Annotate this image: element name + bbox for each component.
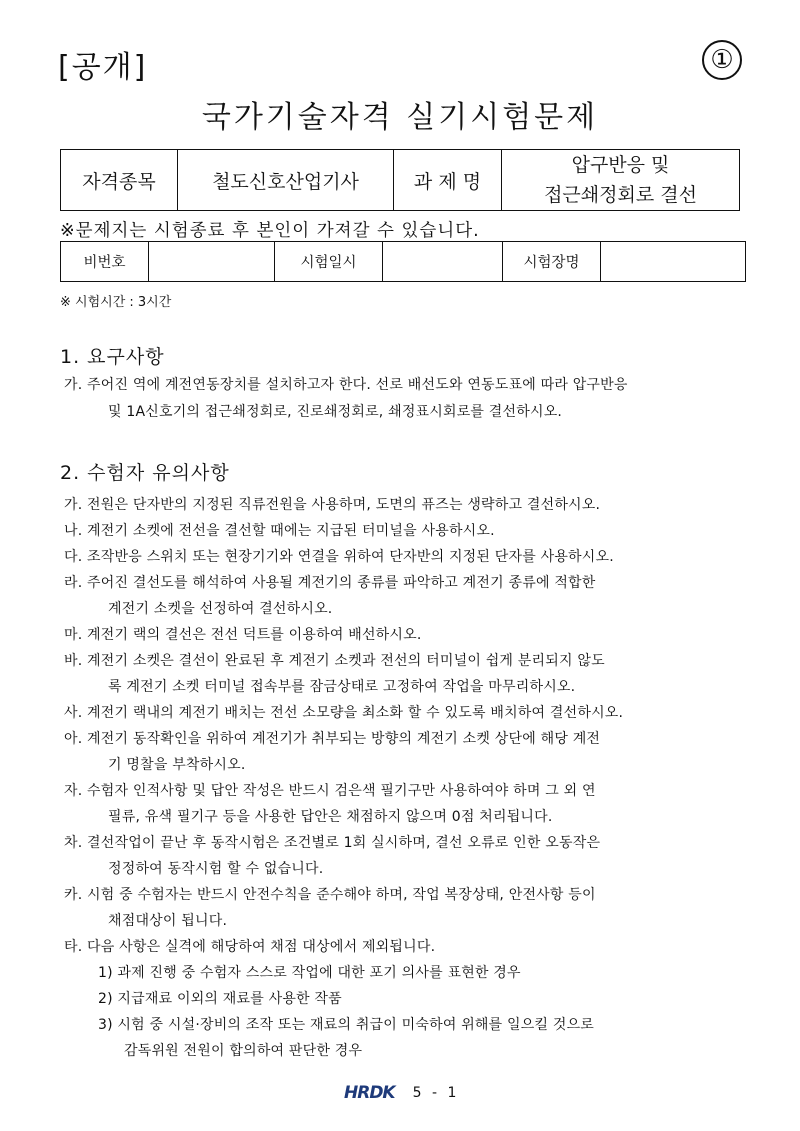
section2-heading: 2. 수험자 유의사항 bbox=[60, 462, 230, 484]
section2-line: 타. 다음 사항은 실격에 해당하여 채점 대상에서 제외됩니다. bbox=[64, 939, 436, 955]
section2-line: 가. 전원은 단자반의 지정된 직류전원을 사용하며, 도면의 퓨즈는 생략하고 결선하시오. bbox=[64, 497, 601, 513]
document-title: 국가기술자격 실기시험문제 bbox=[201, 100, 599, 135]
section2-line: 기 명찰을 부착하시오. bbox=[108, 757, 246, 773]
section2-line: 채점대상이 됩니다. bbox=[108, 913, 228, 929]
exam-place-label: 시험장명 bbox=[503, 242, 601, 282]
section2-line: 마. 계전기 랙의 결선은 전선 덕트를 이용하여 배선하시오. bbox=[64, 627, 422, 643]
exam-place-field[interactable] bbox=[601, 242, 746, 282]
task-value-line2: 접근쇄정회로 결선 bbox=[544, 184, 697, 206]
section1-line: 가. 주어진 역에 계전연동장치를 설치하고자 한다. 선로 배선도와 연동도표에 따라 압구반응 bbox=[64, 377, 628, 393]
public-label: [공개] bbox=[58, 50, 148, 85]
page-number: 5 - 1 bbox=[412, 1085, 460, 1101]
page-footer bbox=[344, 1083, 459, 1103]
task-value-line1: 압구반응 및 bbox=[571, 154, 670, 176]
exam-info-table bbox=[60, 241, 746, 282]
category-label: 자격종목 bbox=[61, 150, 178, 211]
section2-subitem: 3) 시험 중 시설·장비의 조작 또는 재료의 취급이 미숙하여 위해를 일으킬 것으로 bbox=[98, 1017, 595, 1033]
page-number-circle: ① bbox=[702, 40, 742, 80]
category-value: 철도신호산업기사 bbox=[178, 150, 394, 211]
section2-subitem: 1) 과제 진행 중 수험자 스스로 작업에 대한 포기 의사를 표현한 경우 bbox=[98, 965, 521, 981]
section2-line: 필류, 유색 필기구 등을 사용한 답안은 채점하지 않으며 0점 처리됩니다. bbox=[108, 809, 553, 825]
section2-line: 자. 수험자 인적사항 및 답안 작성은 반드시 검은색 필기구만 사용하여야 하며 그 외 연 bbox=[64, 783, 596, 799]
section2-line: 차. 결선작업이 끝난 후 동작시험은 조건별로 1회 실시하며, 결선 오류로 인한 오동작은 bbox=[64, 835, 601, 851]
section1-heading: 1. 요구사항 bbox=[60, 346, 165, 368]
section2-line: 정정하여 동작시험 할 수 없습니다. bbox=[108, 861, 324, 877]
task-label: 과 제 명 bbox=[394, 150, 502, 211]
exam-id-field[interactable] bbox=[149, 242, 275, 282]
section2-line: 카. 시험 중 수험자는 반드시 안전수칙을 준수해야 하며, 작업 복장상태, 안전사항 등이 bbox=[64, 887, 596, 903]
exam-date-label: 시험일시 bbox=[275, 242, 383, 282]
section2-line: 록 계전기 소켓 터미널 접속부를 잠금상태로 고정하여 작업을 마무리하시오. bbox=[108, 679, 576, 695]
notice-text: ※문제지는 시험종료 후 본인이 가져갈 수 있습니다. bbox=[60, 221, 480, 241]
qualification-table bbox=[60, 149, 740, 211]
section2-line: 아. 계전기 동작확인을 위하여 계전기가 취부되는 방향의 계전기 소켓 상단에 해당 계전 bbox=[64, 731, 601, 747]
section2-line: 바. 계전기 소켓은 결선이 완료된 후 계전기 소켓과 전선의 터미널이 쉽게 분리되지 않도 bbox=[64, 653, 605, 669]
task-value bbox=[502, 150, 740, 211]
exam-date-field[interactable] bbox=[383, 242, 503, 282]
section2-line: 사. 계전기 랙내의 계전기 배치는 전선 소모량을 최소화 할 수 있도록 배치하여 결선하시오. bbox=[64, 705, 624, 721]
section2-subitem: 2) 지급재료 이외의 재료를 사용한 작품 bbox=[98, 991, 342, 1007]
section2-line: 다. 조작반응 스위치 또는 현장기기와 연결을 위하여 단자반의 지정된 단자를 사용하시오. bbox=[64, 549, 614, 565]
section1-line: 및 1A신호기의 접근쇄정회로, 진로쇄정회로, 쇄정표시회로를 결선하시오. bbox=[108, 404, 563, 420]
exam-time-note: ※ 시험시간 : 3시간 bbox=[60, 295, 172, 310]
section2-line: 나. 계전기 소켓에 전선을 결선할 때에는 지급된 터미널을 사용하시오. bbox=[64, 523, 495, 539]
section2-subitem: 감독위원 전원이 합의하여 판단한 경우 bbox=[124, 1043, 363, 1059]
exam-id-label: 비번호 bbox=[61, 242, 149, 282]
hrdk-logo: HRDK bbox=[344, 1083, 395, 1103]
section2-line: 라. 주어진 결선도를 해석하여 사용될 계전기의 종류를 파악하고 계전기 종류에 적합한 bbox=[64, 575, 596, 591]
section2-line: 계전기 소켓을 선정하여 결선하시오. bbox=[108, 601, 333, 617]
